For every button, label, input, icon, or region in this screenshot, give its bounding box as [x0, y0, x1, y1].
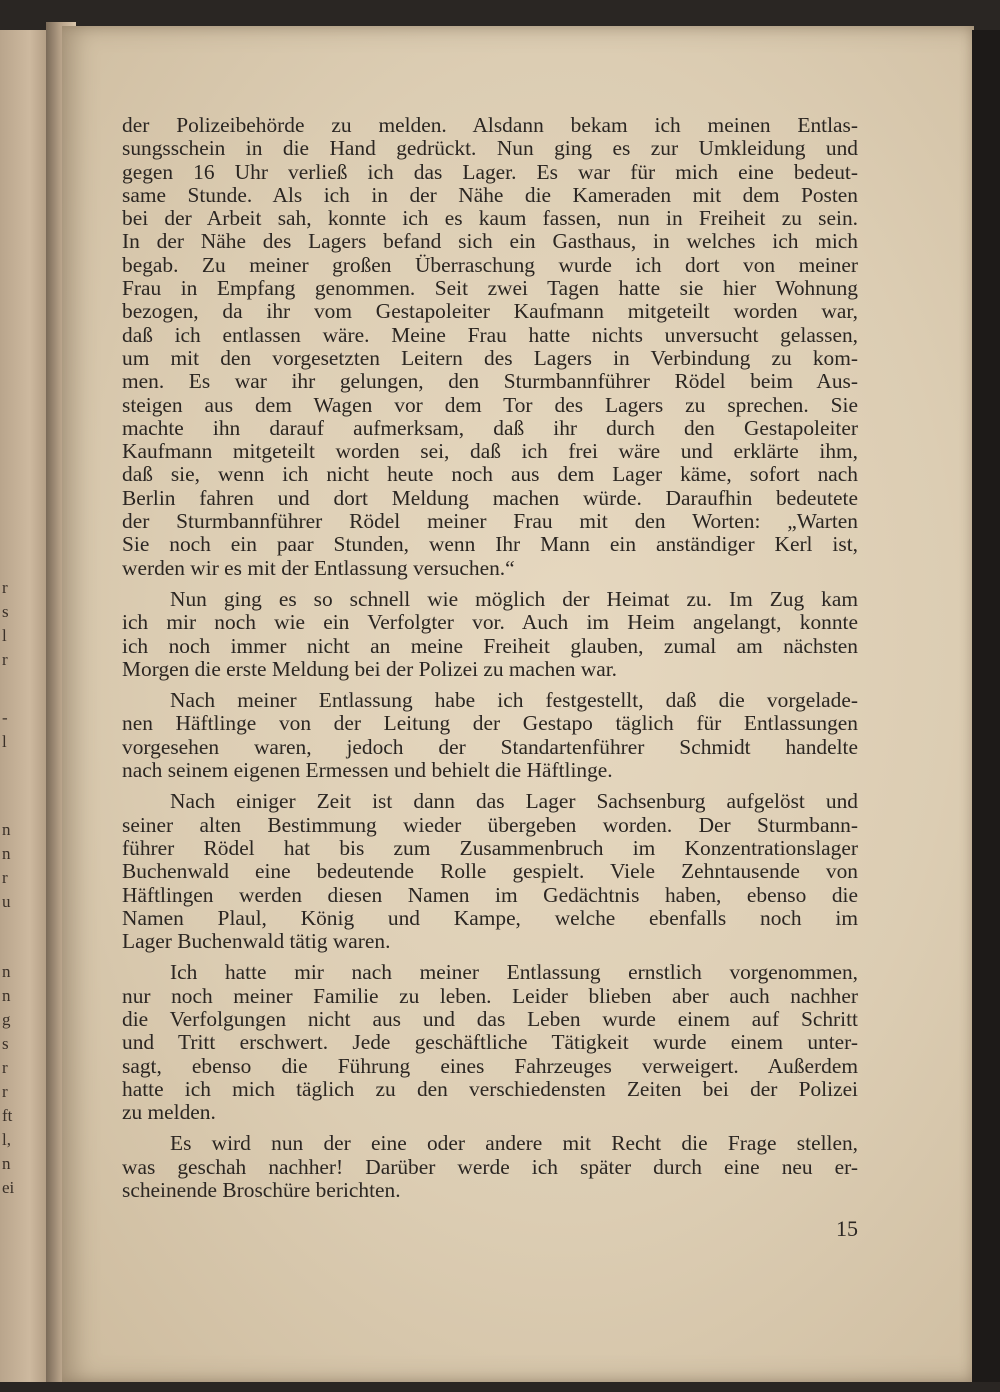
text-line: nur noch meiner Familie zu leben. Leider blieben aber auch nachher	[122, 983, 858, 1008]
text-line: Frau in Empfang genommen. Seit zwei Tagen hatte sie hier Wohnung	[122, 276, 858, 301]
text-line: nen Häftlinge von der Leitung der Gestapo täglich für Entlassungen	[122, 711, 858, 736]
margin-fragment: n	[2, 962, 11, 981]
margin-fragment: r	[2, 650, 8, 669]
text-line: Ich hatte mir nach meiner Entlassung ernstlich vorgenommen,	[170, 960, 858, 985]
text-line: gegen 16 Uhr verließ ich das Lager. Es war für mich eine bedeut-	[122, 159, 858, 184]
margin-fragment: l,	[2, 1130, 11, 1149]
text-line: daß ich entlassen wäre. Meine Frau hatte nichts unversucht gelassen,	[122, 322, 858, 347]
paragraph	[122, 689, 858, 782]
margin-fragment: g	[2, 1010, 11, 1029]
text-line: Häftlingen werden diesen Namen im Gedächtnis haben, ebenso die	[122, 882, 858, 907]
text-line: der Polizeibehörde zu melden. Alsdann bekam ich meinen Entlas-	[122, 113, 858, 137]
text-line: Nach einiger Zeit ist dann das Lager Sachsenburg aufgelöst und	[170, 789, 858, 814]
margin-fragment: n	[2, 844, 11, 863]
text-line: Namen Plaul, König und Kampe, welche ebenfalls noch im	[122, 905, 858, 930]
text-line: Es wird nun der eine oder andere mit Recht die Frage stellen,	[170, 1131, 858, 1156]
text-line: ich noch immer nicht an meine Freiheit glauben, zumal am nächsten	[122, 633, 858, 658]
text-line: men. Es war ihr gelungen, den Sturmbannführer Rödel beim Aus-	[122, 369, 858, 394]
text-line: scheinende Broschüre berichten.	[122, 1178, 401, 1203]
paragraph	[122, 1132, 858, 1202]
margin-fragment: r	[2, 1082, 8, 1101]
text-line: machte ihn darauf aufmerksam, daß ihr durch den Gestapoleiter	[122, 415, 858, 440]
text-line: same Stunde. Als ich in der Nähe die Kameraden mit dem Posten	[122, 182, 858, 207]
margin-fragment: u	[2, 892, 11, 911]
text-line: daß sie, wenn ich nicht heute noch aus dem Lager käme, sofort nach	[122, 462, 858, 487]
text-line: zu melden.	[122, 1100, 216, 1125]
margin-fragment: r	[2, 578, 8, 597]
text-line: hatte ich mich täglich zu den verschiedensten Zeiten bei der Polizei	[122, 1076, 858, 1101]
text-line: um mit den vorgesetzten Leitern des Lagers in Verbindung zu kom-	[122, 345, 858, 370]
text-line: bezogen, da ihr vom Gestapoleiter Kaufmann mitgeteilt worden war,	[122, 299, 858, 324]
text-line: der Sturmbannführer Rödel meiner Frau mit den Worten: „Warten	[122, 509, 858, 534]
paragraph	[122, 114, 858, 580]
text-line: bei der Arbeit sah, konnte ich es kaum fassen, nun in Freiheit zu sein.	[122, 206, 858, 231]
text-line: nach seinem eigenen Ermessen und behielt die Häftlinge.	[122, 758, 613, 783]
paragraph	[122, 588, 858, 681]
text-line: Nun ging es so schnell wie möglich der Heimat zu. Im Zug kam	[170, 586, 858, 611]
text-line: begab. Zu meiner großen Überraschung wurde ich dort von meiner	[122, 252, 858, 277]
text-line: Sie noch ein paar Stunden, wenn Ihr Mann ein anständiger Kerl ist,	[122, 532, 858, 557]
body-text	[122, 114, 858, 1202]
margin-fragment: n	[2, 986, 11, 1005]
text-line: Kaufmann mitgeteilt worden sei, daß ich frei wäre und erklärte ihm,	[122, 439, 858, 464]
text-line: Buchenwald eine bedeutende Rolle gespielt. Viele Zehntausende von	[122, 859, 858, 884]
facing-page-margin-text	[0, 30, 18, 1382]
text-line: Nach meiner Entlassung habe ich festgestellt, daß die vorgelade-	[170, 688, 858, 713]
margin-fragment: s	[2, 1034, 9, 1053]
margin-fragment: n	[2, 1154, 11, 1173]
text-line: sagt, ebenso die Führung eines Fahrzeuges verweigert. Außerdem	[122, 1053, 858, 1078]
margin-fragment: n	[2, 820, 11, 839]
text-line: Lager Buchenwald tätig waren.	[122, 929, 391, 954]
margin-fragment: s	[2, 602, 9, 621]
text-line: ich mir noch wie ein Verfolgter vor. Auch im Heim angelangt, konnte	[122, 610, 858, 635]
paragraph	[122, 790, 858, 953]
scan-background	[972, 30, 1000, 1382]
text-line: die Verfolgungen nicht aus und das Leben wurde einem auf Schritt	[122, 1006, 858, 1031]
text-line: In der Nähe des Lagers befand sich ein Gasthaus, in welches ich mich	[122, 229, 858, 254]
text-line: was geschah nachher! Darüber werde ich später durch eine neu er-	[122, 1154, 858, 1179]
margin-fragment: r	[2, 868, 8, 887]
margin-fragment: ft	[2, 1106, 13, 1125]
text-line: seiner alten Bestimmung wieder übergeben worden. Der Sturmbann-	[122, 812, 858, 837]
margin-fragment: r	[2, 1058, 8, 1077]
text-line: werden wir es mit der Entlassung versuchen.“	[122, 555, 515, 580]
text-line: sungsschein in die Hand gedrückt. Nun ging es zur Umkleidung und	[122, 136, 858, 161]
page-number: 15	[836, 1216, 858, 1241]
margin-fragment: l	[2, 626, 7, 645]
text-line: führer Rödel hat bis zum Zusammenbruch im Konzentrationslager	[122, 835, 858, 860]
text-line: Berlin fahren und dort Meldung machen würde. Daraufhin bedeutete	[122, 485, 858, 510]
text-line: Morgen die erste Meldung bei der Polizei zu machen war.	[122, 656, 618, 681]
margin-fragment: l	[2, 732, 7, 751]
paragraph	[122, 961, 858, 1124]
margin-fragment: -	[2, 708, 8, 727]
text-line: vorgesehen waren, jedoch der Standartenführer Schmidt handelte	[122, 734, 858, 759]
text-line: steigen aus dem Wagen vor dem Tor des Lagers zu sprechen. Sie	[122, 392, 858, 417]
text-line: und Tritt erschwert. Jede geschäftliche Tätigkeit wurde einem unter-	[122, 1030, 858, 1055]
margin-fragment: ei	[2, 1178, 15, 1197]
